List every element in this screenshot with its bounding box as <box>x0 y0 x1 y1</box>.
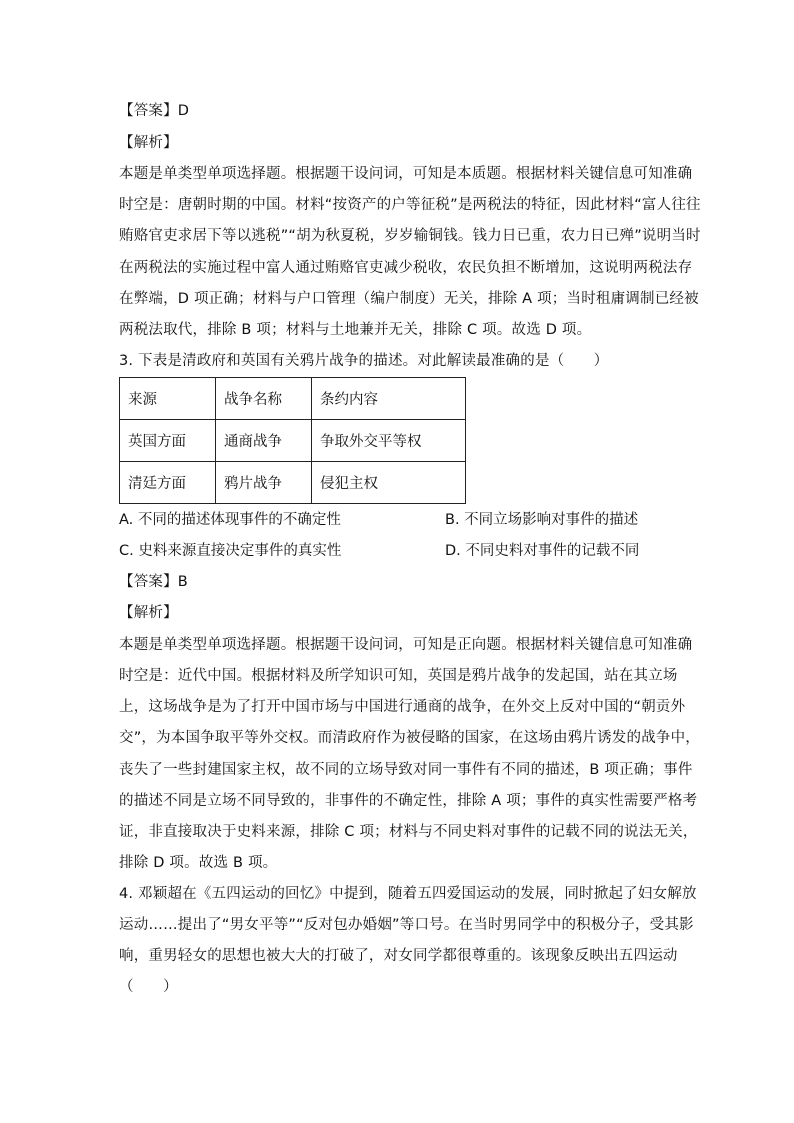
table-header-cell: 条约内容 <box>312 378 466 420</box>
table-header-cell: 战争名称 <box>216 378 312 420</box>
table-cell: 争取外交平等权 <box>312 420 466 462</box>
q2-analysis-line: 在两税法的实施过程中富人通过贿赂官吏减少税收，农民负担不断增加，这说明两税法存 <box>119 260 693 276</box>
q3-analysis-line: 丧失了一些封建国家主权，故不同的立场导致对同一事件有不同的描述，B 项正确；事件 <box>119 762 693 778</box>
q2-analysis-label: 【解析】 <box>119 135 178 151</box>
q2-analysis-line: 本题是单类型单项选择题。根据题干设问词，可知是本质题。根据材料关键信息可知准确 <box>119 166 693 182</box>
q3-analysis-line: 时空是：近代中国。根据材料及所学知识可知，英国是鸦片战争的发起国，站在其立场 <box>119 668 678 684</box>
table-row <box>120 462 466 504</box>
q2-analysis-line: 两税法取代，排除 B 项；材料与土地兼并无关，排除 C 项。故选 D 项。 <box>119 322 592 338</box>
q2-analysis-line: 时空是：唐朝时期的中国。材料“按资产的户等征税”是两税法的特征，因此材料“富人往往 <box>119 197 701 213</box>
table-cell: 通商战争 <box>216 420 312 462</box>
q3-stem: 3. 下表是清政府和英国有关鸦片战争的描述。对此解读最准确的是（ ） <box>119 353 609 369</box>
table-row <box>120 420 466 462</box>
q3-option-b: B. 不同立场影响对事件的描述 <box>445 512 639 528</box>
q3-analysis-line: 的描述不同是立场不同导致的，非事件的不确定性，排除 A 项；事件的真实性需要严格考 <box>119 793 698 809</box>
table-cell: 侵犯主权 <box>312 462 466 504</box>
q2-answer: 【答案】D <box>119 103 190 119</box>
q3-option-d: D. 不同史料对事件的记载不同 <box>445 543 640 559</box>
q3-analysis-line: 本题是单类型单项选择题。根据题干设问词，可知是正向题。根据材料关键信息可知准确 <box>119 637 693 653</box>
q3-analysis-line: 排除 D 项。故选 B 项。 <box>119 855 278 871</box>
q3-answer: 【答案】B <box>119 574 188 590</box>
q3-analysis-label: 【解析】 <box>119 605 178 621</box>
table-cell: 清廷方面 <box>120 462 216 504</box>
table-header-row <box>120 378 466 420</box>
q3-option-a: A. 不同的描述体现事件的不确定性 <box>119 512 341 528</box>
q4-stem-line: 4. 邓颖超在《五四运动的回忆》中提到，随着五四爱国运动的发展，同时掀起了妇女解放 <box>119 886 697 902</box>
table-cell: 鸦片战争 <box>216 462 312 504</box>
q2-analysis-line: 贿赂官吏求居下等以逃税”“胡为秋夏税，岁岁输铜钱。钱力日已重，农力日已殚”说明当时 <box>119 228 701 244</box>
q3-analysis-line: 交”，为本国争取平等外交权。而清政府作为被侵略的国家，在这场由鸦片诱发的战争中， <box>119 730 701 746</box>
q3-analysis-line: 证，非直接取决于史料来源，排除 C 项；材料与不同史料对事件的记载不同的说法无关， <box>119 824 698 840</box>
table-header-cell: 来源 <box>120 378 216 420</box>
table-cell: 英国方面 <box>120 420 216 462</box>
q2-analysis-line: 在弊端，D 项正确；材料与户口管理（编户制度）无关，排除 A 项；当时租庸调制已经被 <box>119 291 699 307</box>
q3-analysis-line: 上，这场战争是为了打开中国市场与中国进行通商的战争，在外交上反对中国的“朝贡外 <box>119 699 686 715</box>
q4-stem-line: （ ） <box>119 979 178 995</box>
q4-stem-line: 响，重男轻女的思想也被大大的打破了，对女同学都很尊重的。该现象反映出五四运动 <box>119 948 678 964</box>
q3-table <box>119 377 466 504</box>
q3-option-c: C. 史料来源直接决定事件的真实性 <box>119 543 342 559</box>
q4-stem-line: 运动……提出了“男女平等”“反对包办婚姻”等口号。在当时男同学中的积极分子，受其影 <box>119 917 694 933</box>
